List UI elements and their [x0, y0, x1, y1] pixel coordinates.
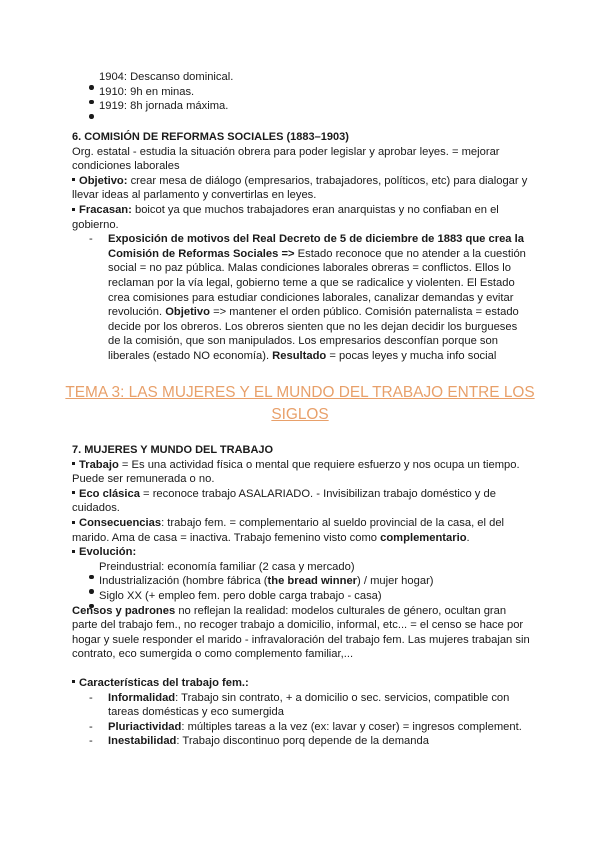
trabajo-paragraph: Trabajo = Es una actividad física o mental que requiere esfuerzo y nos ocupa un tiempo. Puede ser remunerada o no. — [72, 458, 520, 486]
section-heading: 7. MUJERES Y MUNDO DEL TRABAJO — [72, 444, 274, 456]
paragraph: Org. estatal - estudia la situación obrera para poder legislar y aprobar leyes. = mejorar condiciones laborales — [72, 145, 500, 173]
fracasan-paragraph: Fracasan: boicot ya que muchos trabajadores eran anarquistas y no confiaban en el gobierno. — [72, 203, 499, 231]
law-timeline-list — [72, 70, 532, 114]
list-item: - Inestabilidad: Trabajo discontinuo porq depende de la demanda — [89, 735, 429, 748]
spacer — [72, 662, 532, 676]
section-6 — [72, 130, 532, 364]
section-heading: 6. COMISIÓN DE REFORMAS SOCIALES (1883–1903) — [72, 131, 349, 143]
list-item: Industrialización (hombre fábrica (the bread winner) / mujer hogar) — [72, 574, 532, 589]
list-item: - Pluriactividad: múltiples tareas a la vez (ex: lavar y coser) = ingresos complement. — [89, 720, 522, 733]
eco-paragraph: Eco clásica = reconoce trabajo ASALARIADO. - Invisibilizan trabajo doméstico y de cuidados. — [72, 487, 496, 515]
list-item: 1904: Descanso dominical. — [72, 70, 532, 85]
list-item: 1910: 9h en minas. — [72, 85, 532, 100]
tema-title: TEMA 3: LAS MUJERES Y EL MUNDO DEL TRABAJO ENTRE LOS SIGLOS — [65, 384, 535, 423]
section-7 — [72, 443, 532, 749]
censos-paragraph: Censos y padrones no reflejan la realidad: modelos culturales de género, ocultan gran parte del trabajo fem., no recoger trabajo a domicilio, informal, etc... = el censo se hace por hogar y suele responder el marido - infravaloración del trabajo fem. Las mujeres trabajan sin contrato, eco sumergida o como complemento familiar,... — [72, 604, 530, 661]
objetivo-paragraph: Objetivo: crear mesa de diálogo (empresarios, trabajadores, políticos, etc) para dialogar y llevar ideas al parlamento y convertirlas en leyes. — [72, 174, 528, 202]
caracteristicas-label: Características del trabajo fem.: — [72, 676, 532, 691]
consecuencias-paragraph: Consecuencias: trabajo fem. = complementario al sueldo provincial de la casa, el del marido. Ama de casa = inactiva. Trabajo femenino visto como complementario. — [72, 516, 505, 544]
list-item: Preindustrial: economía familiar (2 casa y mercado) — [72, 560, 532, 575]
list-item: - Informalidad: Trabajo sin contrato, + a domicilio o sec. servicios, compatible con tareas domésticas y eco sumergida — [89, 691, 510, 719]
list-item: 1919: 8h jornada máxima. — [72, 99, 532, 114]
evolucion-label: Evolución: — [72, 545, 532, 560]
exposicion-paragraph: - Exposición de motivos del Real Decreto de 5 de diciembre de 1883 que crea la Comisión de Reformas Sociales => Estado reconoce que no atender a la cuestión social = no paz pública. Malas condiciones laborales obreras = conflictos. Ellos lo reclaman por la vía legal, gobierno teme a que se radicalice y violenten. El Estado crea comisiones para estudiar condiciones laborales, canalizar demandas y evitar revolución. Objetivo => mantener el orden público. Comisión paternalista = estado decide por los obreros. Los obreros sienten que no les dejan decidir los burgueses de la comisión, que son manipulados. Los empresarios desconfían porque son liberales (estado NO economía). Resultado = pocas leyes y mucha info social — [89, 233, 526, 362]
list-item: Siglo XX (+ empleo fem. pero doble carga trabajo - casa) — [72, 589, 532, 604]
